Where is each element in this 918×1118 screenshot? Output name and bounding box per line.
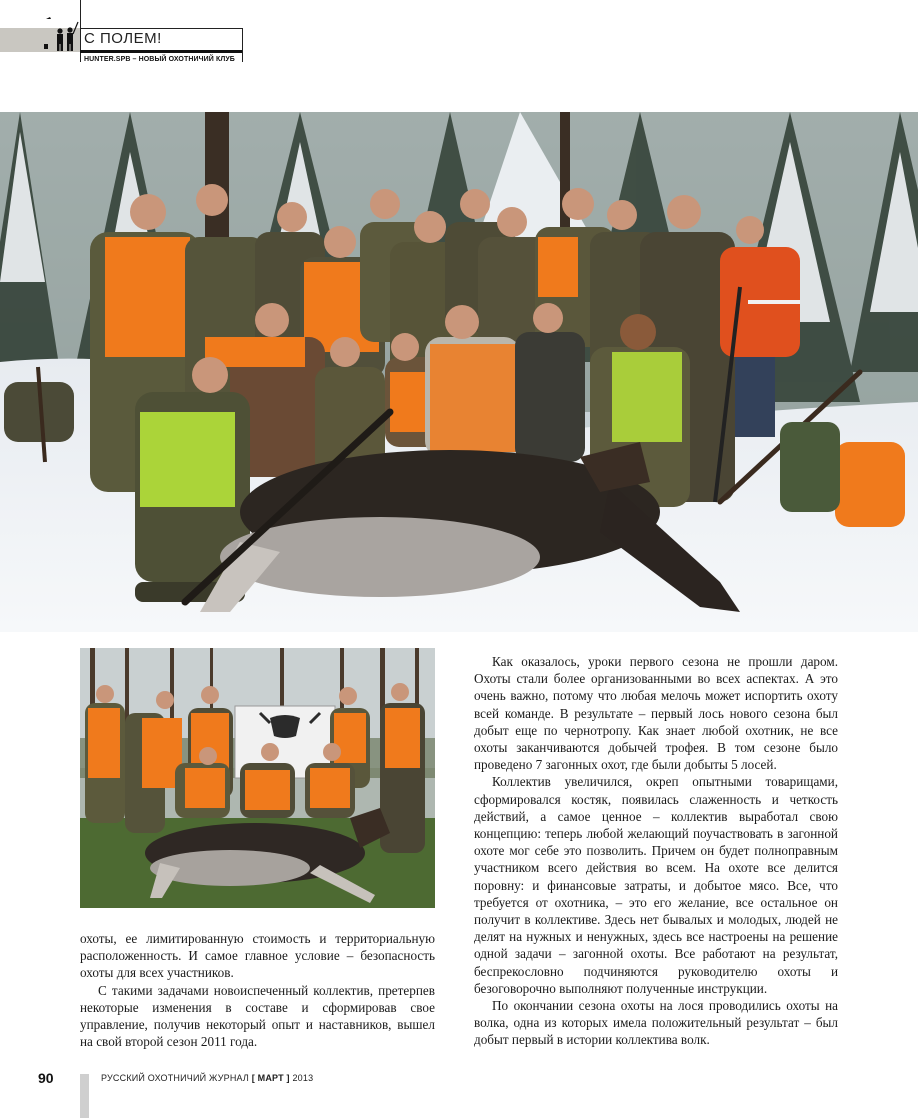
footer-bar bbox=[80, 1074, 89, 1118]
left-paragraph-1: охоты, ее лимитированную стоимость и территориальную расположенность. И самое главное условие – безопасность охоты для всех участников. bbox=[80, 931, 435, 981]
header-bar bbox=[80, 50, 242, 53]
hunters-silhouette-icon bbox=[40, 14, 80, 52]
left-paragraph-2: С такими задачами новоиспеченный коллектив, претерпев некоторые изменения в составе и сформировав свое управление, получив некоторый опыт и наставников, вышел на свой второй сезон 2011 года. bbox=[80, 982, 435, 1050]
header-right-rule bbox=[242, 28, 243, 62]
header-rule bbox=[80, 28, 242, 29]
right-column bbox=[474, 653, 838, 1049]
magazine-name: РУССКИЙ ОХОТНИЧИЙ ЖУРНАЛ bbox=[101, 1073, 250, 1083]
page-number: 90 bbox=[38, 1070, 54, 1086]
footer-magazine-line: РУССКИЙ ОХОТНИЧИЙ ЖУРНАЛ [ МАРТ ] 2013 bbox=[101, 1073, 314, 1083]
issue-month: МАРТ bbox=[257, 1073, 284, 1083]
right-paragraph-3: По окончании сезона охоты на лося проводились охоты на волка, одна из которых имела положительный результат – был добыт первый в истории коллектива волк. bbox=[474, 998, 838, 1048]
right-paragraph-2: Коллектив увеличился, окреп опытными товарищами, сформировался костяк, появилась слаженность и четкость действий, а самое ценное – коллектив выработал свою концепцию: теперь любой желающий поучаствовать в загонной охоте мог себе это позволить. Причем он будет полноправным участником всего действия во всем. На охоте все делится поровну: и финансовые затраты, и добытое мясо. Все, что требуется от охотника, – это его желание, все остальное он получит в коллективе. Здесь нет бывалых и молодых, людей не делят на нужных и ненужных, здесь все настроены на решение одной задачи – загонной охоты. Все работают на результат, беспрекословно подчиняются руководителю охоты и безоговорочно выполняют полученные инструкции. bbox=[474, 774, 838, 996]
group-photo-with-banner bbox=[80, 648, 435, 908]
main-photo-hunters-with-moose bbox=[0, 112, 918, 632]
section-subtitle: HUNTER.SPB – НОВЫЙ ОХОТНИЧИЙ КЛУБ bbox=[84, 56, 235, 63]
issue-year: 2013 bbox=[292, 1073, 314, 1083]
right-paragraph-1: Как оказалось, уроки первого сезона не прошли даром. Охоты стали более организованными во всех аспектах. А это очень важно, потому что любая мелочь может испортить охоту всей команде. В результате – первый лось нового сезона был добыт еще по чернотропу. Как знает любой охотник, не все охоты заканчиваются добычей трофея. В том сезоне было проведено 7 загонных охот, где были добыты 5 лосей. bbox=[474, 654, 838, 773]
left-column bbox=[80, 930, 435, 1050]
section-title: С ПОЛЕМ! bbox=[84, 30, 162, 47]
